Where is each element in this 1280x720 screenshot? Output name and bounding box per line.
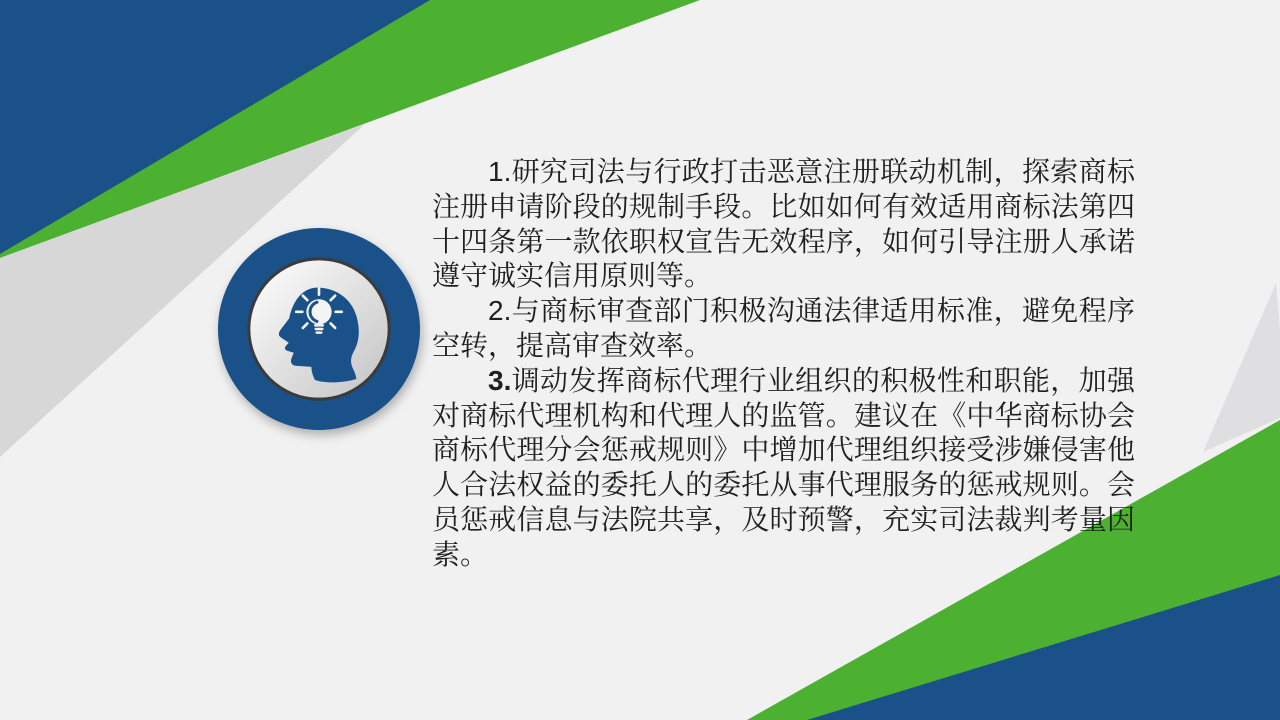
paragraph-2 bbox=[432, 294, 1135, 364]
paragraph-2-text: 与商标审查部门积极沟通法律适用标准，避免程序空转，提高审查效率。 bbox=[432, 295, 1135, 361]
paragraph-1 bbox=[432, 155, 1135, 294]
head-with-lightbulb-icon bbox=[218, 228, 420, 430]
slide-body-text bbox=[432, 155, 1135, 573]
paragraph-2-number: 2. bbox=[488, 295, 512, 327]
paragraph-1-text: 研究司法与行政打击恶意注册联动机制，探索商标注册申请阶段的规制手段。比如如何有效适用商标法第四十四条第一款依职权宣告无效程序，如何引导注册人承诺遵守诚实信用原则等。 bbox=[432, 156, 1135, 292]
paragraph-3-number: 3. bbox=[488, 364, 512, 396]
paragraph-3 bbox=[432, 364, 1135, 573]
paragraph-1-number: 1. bbox=[488, 156, 512, 187]
paragraph-3-text: 调动发挥商标代理行业组织的积极性和职能，加强对商标代理机构和代理人的监管。建议在《中华商标协会商标代理分会惩戒规则》中增加代理组织接受涉嫌侵害他人合法权益的委托人的委托从事代理服务的惩戒规则。会员惩戒信息与法院共享，及时预警，充实司法裁判考量因素。 bbox=[432, 364, 1135, 570]
